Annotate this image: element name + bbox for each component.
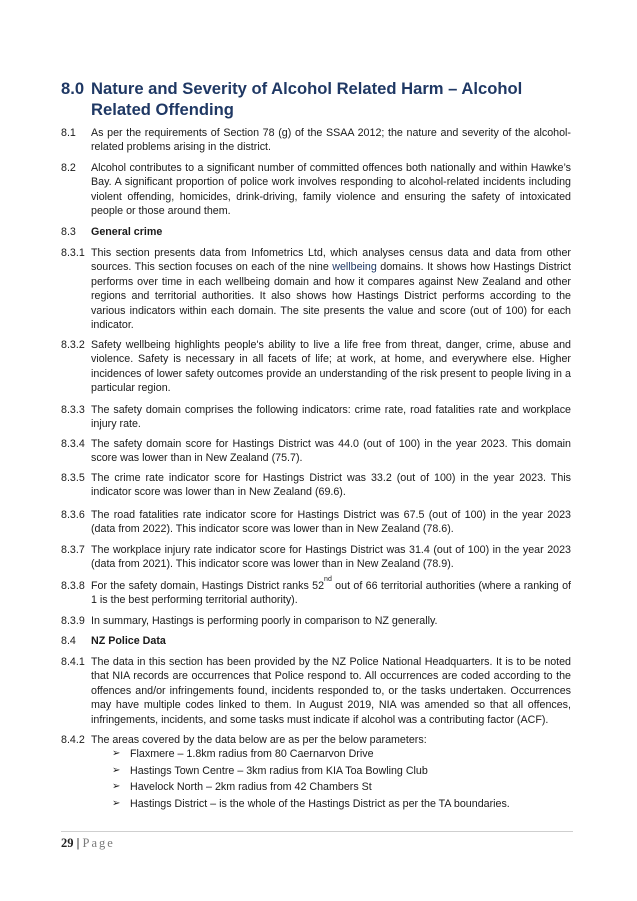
- arrow-bullet-icon: ➢: [112, 797, 121, 809]
- paragraph-8-1: [61, 126, 571, 155]
- paragraph-text: The workplace injury rate indicator score for Hastings District was 31.4 (out of 100) in the year 2023 (data from 2021). This indicator score was lower than in New Zealand (78.9).: [91, 544, 571, 571]
- paragraph-text-part: out of 66 territorial authorities (where a ranking of 1 is the best performing territorial authority).: [91, 580, 571, 607]
- paragraph-8-2: [61, 161, 571, 219]
- paragraph-number: 8.3.7: [61, 544, 85, 556]
- paragraph-8-4: [61, 634, 571, 648]
- paragraph-text: As per the requirements of Section 78 (g) of the SSAA 2012; the nature and severity of the alcohol-related problems arising in the district.: [91, 127, 571, 154]
- paragraph-8-3-7: [61, 543, 571, 572]
- ordinal-suffix: nd: [324, 576, 332, 583]
- paragraph-8-3-3: [61, 403, 571, 432]
- list-item: ➢ Hastings Town Centre – 3km radius from KIA Toa Bowling Club: [112, 763, 510, 780]
- paragraph-8-3-5: [61, 471, 571, 500]
- arrow-bullet-icon: ➢: [112, 781, 121, 792]
- page-label: Page: [82, 836, 115, 850]
- paragraph-8-3-6: [61, 508, 571, 537]
- paragraph-number: 8.3.3: [61, 404, 85, 416]
- list-item: ➢ Flaxmere – 1.8km radius from 80 Caernarvon Drive: [112, 746, 510, 763]
- paragraph-number: 8.3.6: [61, 509, 85, 521]
- paragraph-text: In summary, Hastings is performing poorly in comparison to NZ generally.: [91, 615, 438, 627]
- page-footer: [61, 836, 115, 851]
- paragraph-number: 8.3.9: [61, 615, 85, 627]
- paragraph-8-3: [61, 225, 571, 239]
- paragraph-number: 8.3.5: [61, 472, 85, 484]
- paragraph-8-3-4: [61, 437, 571, 466]
- paragraph-text: The data in this section has been provided by the NZ Police National Headquarters. It is to be noted that NIA records are occurrences that Police respond to. All occurrences are coded according to the offences and/or infringements found, incidents responded to, or the tasks undertaken. Occurrences may have multiple codes linked to them. In August 2019, NIA was amended so that all offences, infringements, incidents, and some tasks must indicate if alcohol was a contributing factor (ACF).: [91, 656, 571, 726]
- paragraph-8-3-2: [61, 338, 571, 396]
- subsection-heading: General crime: [91, 226, 163, 238]
- paragraph-text: Alcohol contributes to a significant number of committed offences both nationally and within Hawke’s Bay. A significant proportion of police work involves responding to alcohol-related incidents including violent offending, homicides, drink-driving, family violence and ensuring the safety of intoxicated people or those around them.: [91, 162, 571, 218]
- paragraph-text: The areas covered by the data below are as per the below parameters:: [91, 734, 427, 746]
- paragraph-number: 8.4.1: [61, 656, 85, 668]
- section-heading-number: 8.0: [61, 79, 85, 98]
- section-heading-title: Nature and Severity of Alcohol Related Harm – Alcohol Related Offending: [91, 79, 523, 119]
- subsection-heading: NZ Police Data: [91, 635, 166, 647]
- page-number: 29: [61, 836, 74, 850]
- paragraph-text: The road fatalities rate indicator score for Hastings District was 67.5 (out of 100) in the year 2023 (data from 2022). This indicator score was lower than in New Zealand (78.6).: [91, 509, 571, 536]
- paragraph-8-3-1: [61, 246, 571, 332]
- paragraph-text: The safety domain score for Hastings District was 44.0 (out of 100) in the year 2023. This domain score was lower than in New Zealand (75.7).: [91, 438, 571, 465]
- footer-divider: [61, 831, 573, 832]
- paragraph-text: The crime rate indicator score for Hastings District was 33.2 (out of 100) in the year 2023. This indicator score was lower than in New Zealand (69.6).: [91, 472, 571, 499]
- paragraph-number: 8.4.2: [61, 734, 85, 746]
- paragraph-8-3-8: [61, 576, 571, 608]
- area-parameters-list: [112, 746, 510, 812]
- paragraph-text-part: domains. It shows how Hastings District performs over time in each wellbeing domain and how it compares against New Zealand and other regions and territorial authorities. It also shows how Hastings District performs according to the various indicators within each domain. The site presents the value and score (out of 100) for each indicator.: [91, 261, 571, 332]
- paragraph-8-3-9: [61, 614, 571, 628]
- wellbeing-link[interactable]: wellbeing: [332, 261, 377, 274]
- paragraph-text: [91, 246, 571, 332]
- arrow-bullet-icon: ➢: [112, 748, 121, 759]
- paragraph-8-4-1: [61, 655, 571, 727]
- section-heading: [61, 78, 581, 120]
- paragraph-text-part: For the safety domain, Hastings District ranks 52: [91, 580, 325, 592]
- paragraph-number: 8.2: [61, 162, 76, 174]
- list-item: ➢ Havelock North – 2km radius from 42 Chambers St: [112, 779, 510, 796]
- paragraph-text: The safety domain comprises the following indicators: crime rate, road fatalities rate and workplace injury rate.: [91, 404, 571, 431]
- arrow-bullet-icon: ➢: [112, 764, 121, 776]
- footer-separator: |: [76, 836, 80, 850]
- paragraph-number: 8.1: [61, 127, 76, 139]
- paragraph-number: 8.3.1: [61, 247, 85, 259]
- paragraph-text: [91, 576, 571, 608]
- paragraph-number: 8.3.2: [61, 339, 85, 351]
- paragraph-number: 8.3.8: [61, 580, 85, 592]
- paragraph-text-part: This section presents data from Infometrics Ltd, which analyses census data and data from other sources. This section focuses on each of the nine: [91, 247, 571, 274]
- paragraph-number: 8.3: [61, 226, 76, 238]
- list-item: ➢ Hastings District – is the whole of the Hastings District as per the TA boundaries.: [112, 796, 510, 813]
- paragraph-text: Safety wellbeing highlights people's ability to live a life free from threat, danger, crime, abuse and violence. Safety is necessary in all facets of life; at work, at home, and everywhere else. Higher incidences of lower safety outcomes provide an understanding of the risk present to people living in a particular region.: [91, 339, 571, 395]
- paragraph-number: 8.4: [61, 635, 76, 647]
- paragraph-number: 8.3.4: [61, 438, 85, 450]
